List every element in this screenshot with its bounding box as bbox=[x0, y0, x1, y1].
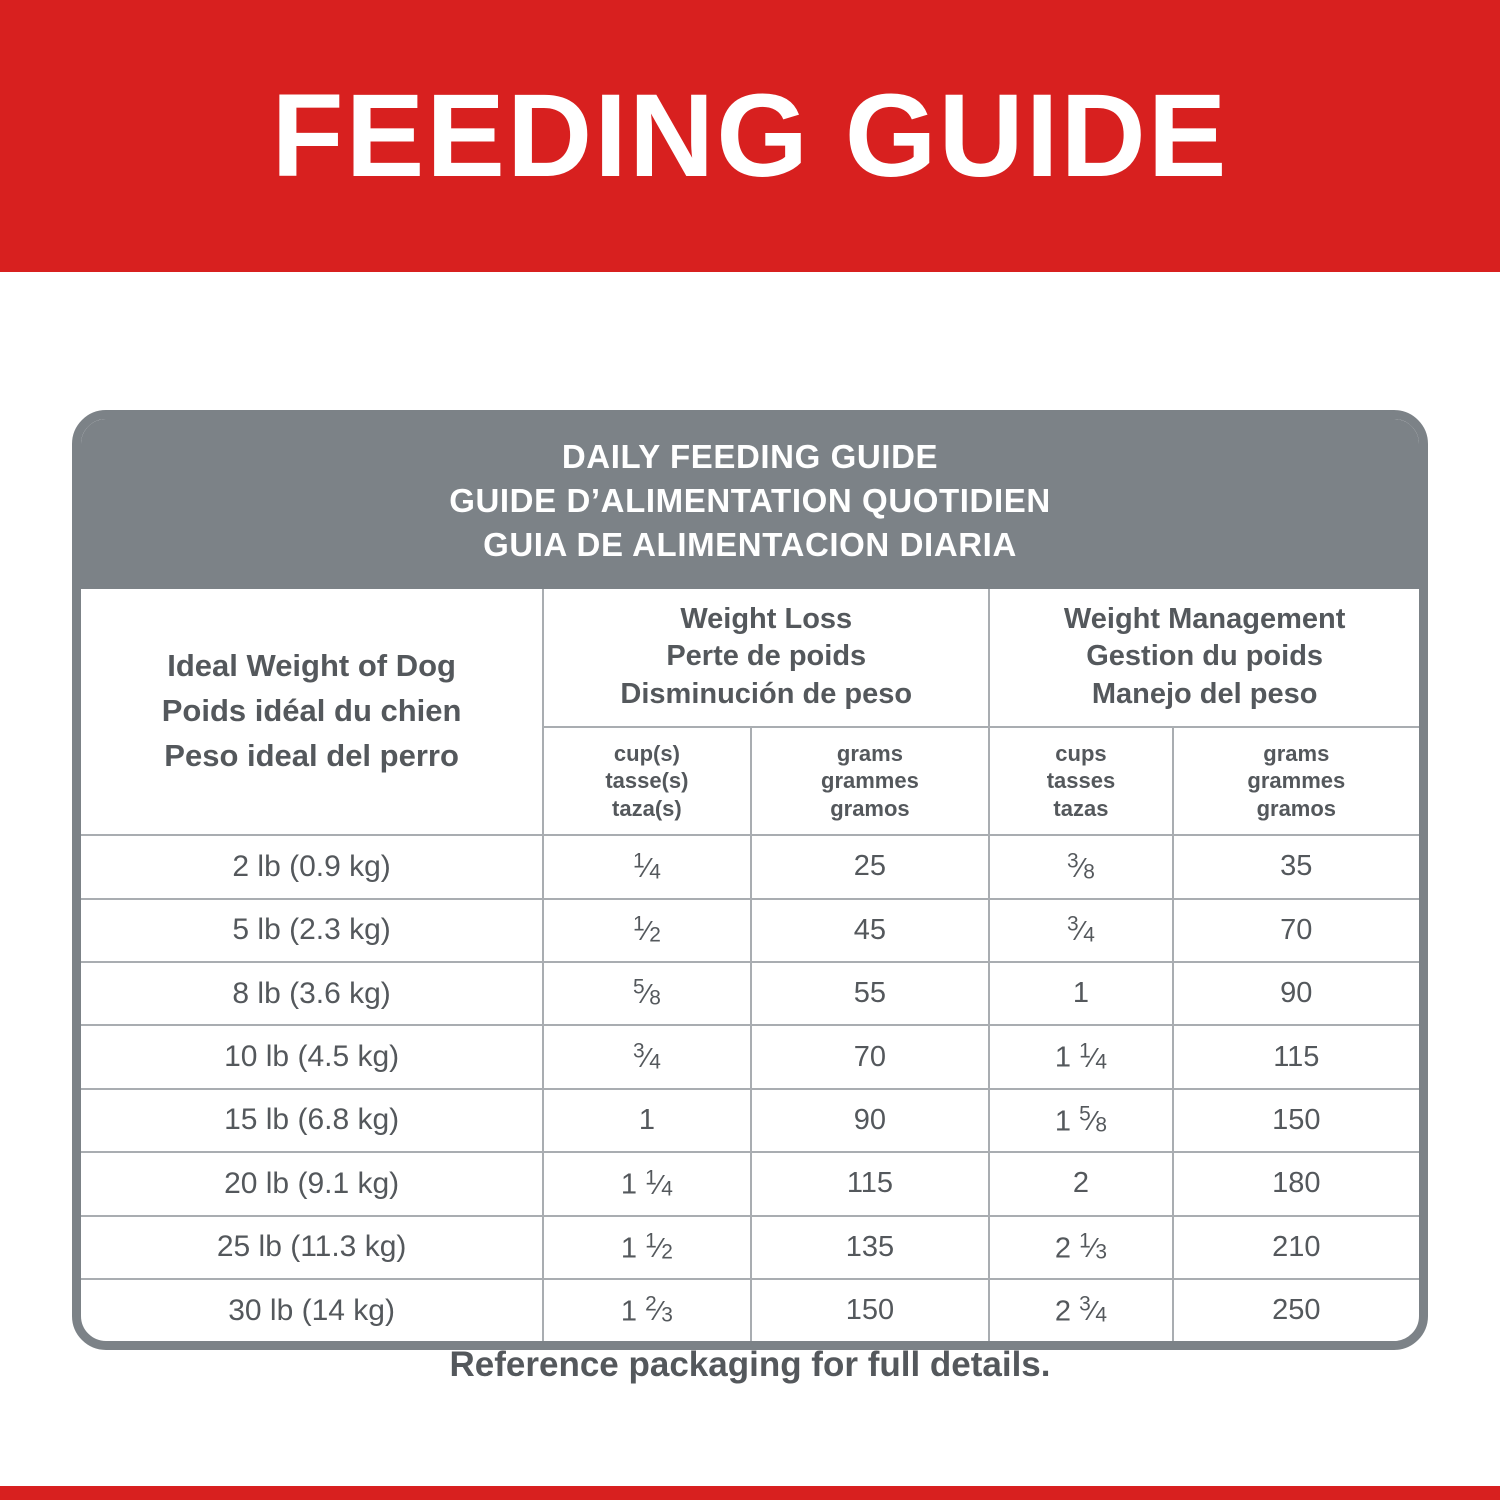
grams-mgmt-es: gramos bbox=[1256, 795, 1337, 821]
cell-mgmt-cups: 2 $^1⁄_3$ bbox=[989, 1216, 1172, 1279]
footnote: Reference packaging for full details. bbox=[449, 1345, 1051, 1384]
table-row bbox=[81, 1152, 1419, 1215]
cups-mgmt-en: cups bbox=[1055, 740, 1107, 766]
cell-ideal-weight: 8 lb (3.6 kg) bbox=[81, 962, 543, 1025]
cell-loss-cups: $^1⁄_2$ bbox=[543, 899, 750, 962]
table-row bbox=[81, 835, 1419, 898]
cell-loss-grams: 90 bbox=[751, 1089, 990, 1152]
cups-loss-en: cup(s) bbox=[613, 740, 680, 766]
cell-mgmt-grams: 210 bbox=[1173, 1216, 1419, 1279]
table-title-es: GUIA DE ALIMENTACION DIARIA bbox=[483, 525, 1017, 563]
feeding-table-card bbox=[72, 410, 1428, 1350]
feeding-table bbox=[81, 589, 1419, 1342]
cell-loss-cups: 1 $^2⁄_3$ bbox=[543, 1279, 750, 1341]
page-title: FEEDING GUIDE bbox=[271, 70, 1229, 202]
column-header-weight-loss bbox=[543, 589, 989, 727]
table-row bbox=[81, 1279, 1419, 1341]
cell-loss-grams: 25 bbox=[751, 835, 990, 898]
cell-loss-grams: 115 bbox=[751, 1152, 990, 1215]
cell-ideal-weight: 20 lb (9.1 kg) bbox=[81, 1152, 543, 1215]
weight-loss-fr: Perte de poids bbox=[666, 640, 867, 673]
cell-mgmt-grams: 35 bbox=[1173, 835, 1419, 898]
grams-loss-en: grams bbox=[836, 740, 903, 766]
cell-mgmt-grams: 90 bbox=[1173, 962, 1419, 1025]
cell-ideal-weight: 25 lb (11.3 kg) bbox=[81, 1216, 543, 1279]
unit-header-cups-loss bbox=[543, 727, 750, 836]
cups-mgmt-fr: tasses bbox=[1046, 768, 1116, 794]
grams-mgmt-en: grams bbox=[1263, 740, 1330, 766]
cell-mgmt-grams: 250 bbox=[1173, 1279, 1419, 1341]
cups-mgmt-es: tazas bbox=[1053, 795, 1109, 821]
table-row bbox=[81, 962, 1419, 1025]
cell-ideal-weight: 2 lb (0.9 kg) bbox=[81, 835, 543, 898]
table-row bbox=[81, 1216, 1419, 1279]
cell-ideal-weight: 30 lb (14 kg) bbox=[81, 1279, 543, 1341]
cell-mgmt-cups: 1 $^1⁄_4$ bbox=[989, 1025, 1172, 1088]
cell-mgmt-grams: 150 bbox=[1173, 1089, 1419, 1152]
cell-loss-cups: 1 $^1⁄_2$ bbox=[543, 1216, 750, 1279]
weight-mgmt-fr: Gestion du poids bbox=[1086, 640, 1324, 673]
cell-mgmt-grams: 115 bbox=[1173, 1025, 1419, 1088]
bottom-accent-bar bbox=[0, 1486, 1500, 1500]
grams-mgmt-fr: grammes bbox=[1247, 768, 1346, 794]
table-title-fr: GUIDE D’ALIMENTATION QUOTIDIEN bbox=[449, 481, 1051, 519]
ideal-weight-fr: Poids idéal du chien bbox=[161, 692, 462, 728]
weight-loss-en: Weight Loss bbox=[680, 602, 853, 635]
cups-loss-fr: tasse(s) bbox=[605, 768, 689, 794]
unit-header-grams-loss bbox=[751, 727, 990, 836]
table-row bbox=[81, 899, 1419, 962]
cell-mgmt-cups: $^3⁄_4$ bbox=[989, 899, 1172, 962]
cell-mgmt-cups: $^3⁄_8$ bbox=[989, 835, 1172, 898]
column-header-weight-management bbox=[989, 589, 1419, 727]
table-row bbox=[81, 1025, 1419, 1088]
cell-ideal-weight: 10 lb (4.5 kg) bbox=[81, 1025, 543, 1088]
cell-loss-cups: $^1⁄_4$ bbox=[543, 835, 750, 898]
unit-header-grams-mgmt bbox=[1173, 727, 1419, 836]
table-header bbox=[81, 419, 1419, 589]
grams-loss-es: gramos bbox=[830, 795, 910, 821]
cell-loss-grams: 150 bbox=[751, 1279, 990, 1341]
cell-loss-grams: 55 bbox=[751, 962, 990, 1025]
cell-mgmt-cups: 1 $^5⁄_8$ bbox=[989, 1089, 1172, 1152]
header-banner bbox=[0, 0, 1500, 272]
cell-loss-cups: $^5⁄_8$ bbox=[543, 962, 750, 1025]
cell-loss-grams: 70 bbox=[751, 1025, 990, 1088]
weight-mgmt-en: Weight Management bbox=[1063, 602, 1346, 635]
cell-mgmt-cups: 1 bbox=[989, 962, 1172, 1025]
cell-mgmt-cups: 2 bbox=[989, 1152, 1172, 1215]
weight-mgmt-es: Manejo del peso bbox=[1091, 678, 1318, 710]
weight-loss-es: Disminución de peso bbox=[620, 678, 913, 710]
unit-header-cups-mgmt bbox=[989, 727, 1172, 836]
cell-loss-cups: $^3⁄_4$ bbox=[543, 1025, 750, 1088]
grams-loss-fr: grammes bbox=[821, 768, 919, 794]
cell-loss-cups: 1 bbox=[543, 1089, 750, 1152]
cell-ideal-weight: 15 lb (6.8 kg) bbox=[81, 1089, 543, 1152]
table-title-en: DAILY FEEDING GUIDE bbox=[561, 438, 939, 475]
cell-mgmt-grams: 180 bbox=[1173, 1152, 1419, 1215]
column-header-ideal-weight bbox=[81, 589, 543, 836]
table-row bbox=[81, 1089, 1419, 1152]
cell-mgmt-cups: 2 $^3⁄_4$ bbox=[989, 1279, 1172, 1341]
table-body bbox=[81, 835, 1419, 1341]
cell-ideal-weight: 5 lb (2.3 kg) bbox=[81, 899, 543, 962]
cell-loss-grams: 45 bbox=[751, 899, 990, 962]
cell-loss-grams: 135 bbox=[751, 1216, 990, 1279]
table-header-row-groups bbox=[81, 589, 1419, 727]
cell-loss-cups: 1 $^1⁄_4$ bbox=[543, 1152, 750, 1215]
ideal-weight-es: Peso ideal del perro bbox=[164, 737, 459, 773]
cups-loss-es: taza(s) bbox=[612, 795, 682, 821]
ideal-weight-en: Ideal Weight of Dog bbox=[167, 648, 456, 683]
cell-mgmt-grams: 70 bbox=[1173, 899, 1419, 962]
